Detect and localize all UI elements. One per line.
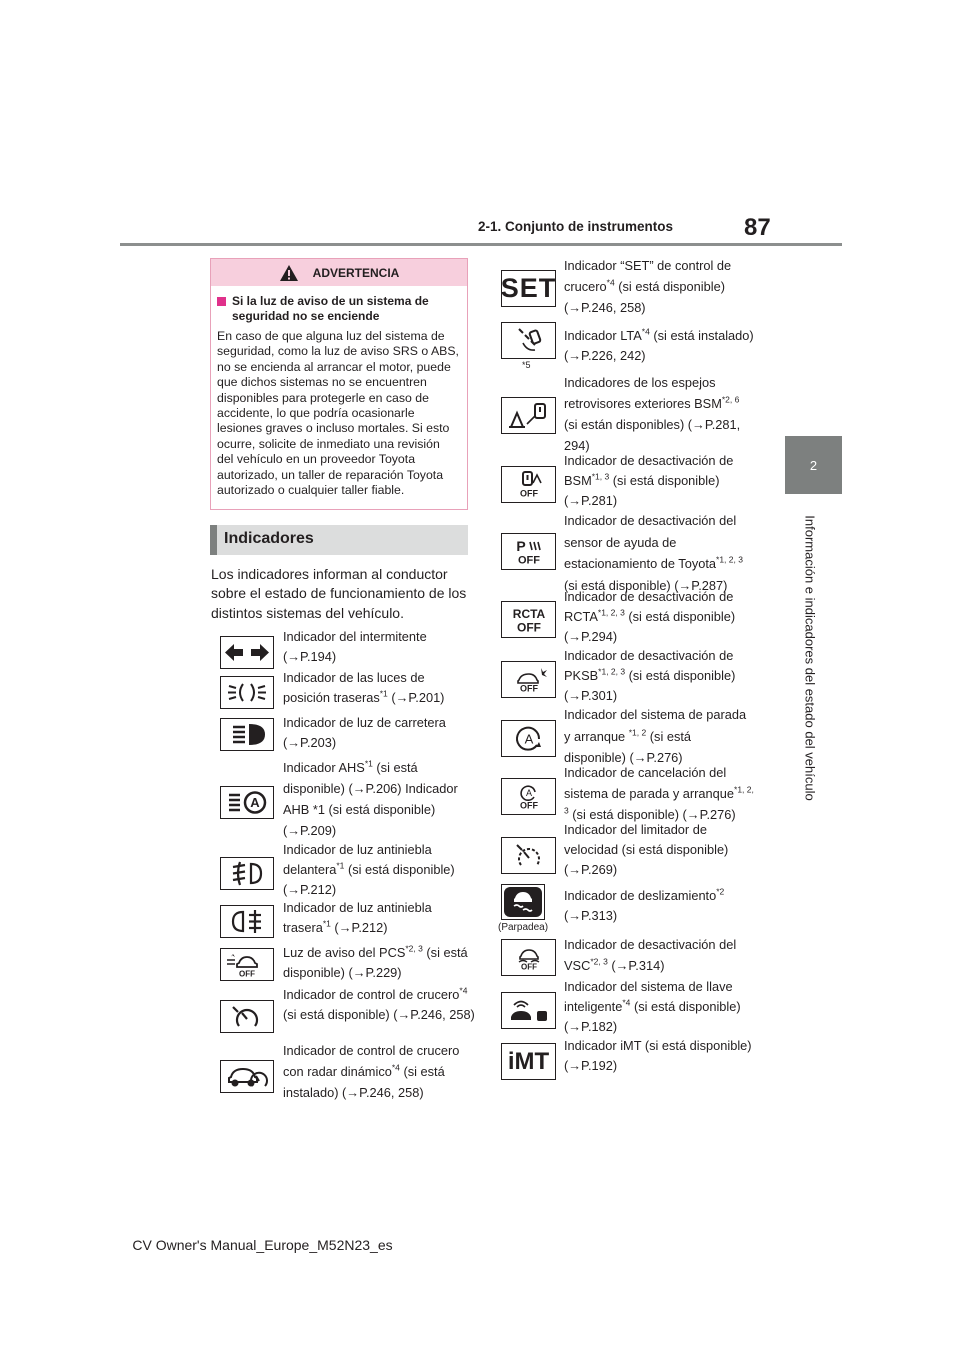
list-item: Indicador de desactivación del sensor de ayuda de estacionamiento de Toyota$^{*1, 2, 3}$ (si está disponible) (→P.287) <box>564 513 743 593</box>
blink-note: (Parpadea) <box>498 922 549 933</box>
list-item: Indicador de desactivación de PKSB$^{*1, 2, 3}$ (si está disponible) (→P.301) <box>564 648 736 703</box>
svg-text:OFF: OFF <box>516 620 541 633</box>
section-title: 2-1. Conjunto de instrumentos <box>478 219 674 234</box>
list-item: Indicador de cancelación del sistema de parada y arranque$^{*1, 2, 3}$ (si está disponible) (→P.276) <box>564 765 754 822</box>
rcta-off-icon <box>501 601 556 638</box>
svg-text:P: P <box>515 538 526 554</box>
svg-text:OFF: OFF <box>519 800 538 810</box>
warning-subtitle: Si la luz de aviso de un sistema de seguridad no se enciende <box>232 294 429 323</box>
stop-start-icon <box>501 720 556 757</box>
bsm-icon <box>501 397 556 434</box>
footnote-marker: *5 <box>522 360 531 370</box>
speed-limiter-icon <box>501 837 556 874</box>
chapter-tab <box>785 436 842 494</box>
svg-text:OFF: OFF <box>517 554 540 565</box>
list-item: Luz de aviso del PCS$^{*2, 3}$ (si está disponible) (→P.229) <box>283 943 468 980</box>
list-item: Indicador de desactivación de BSM$^{*1, 3}$ (si está disponible) (→P.281) <box>564 453 734 508</box>
header-rule <box>120 243 842 246</box>
list-item: Indicador AHS$^{*1}$ (si está disponible) (→P.206) Indicador AHB *1 (si está disponible) (→P.209) <box>283 758 458 838</box>
tail-lights-icon <box>220 676 274 709</box>
warning-header <box>211 259 467 286</box>
chapter-title-vertical <box>800 503 820 813</box>
svg-text:A: A <box>250 795 260 810</box>
list-item: Indicador del intermitente (→P.194) <box>283 629 427 664</box>
list-item: Indicador de deslizamiento$^{*2}$ (→P.313) <box>564 886 725 923</box>
list-item: Indicador de desactivación de RCTA$^{*1, 2, 3}$ (si está disponible) (→P.294) <box>564 589 736 644</box>
list-item: Indicador de luz antiniebla trasera$^{*1}$ (→P.212) <box>283 900 432 935</box>
list-item: Indicador iMT (si está disponible) (→P.192) <box>564 1038 752 1073</box>
svg-text:RCTA: RCTA <box>512 607 545 621</box>
radar-cruise-icon <box>220 1060 274 1093</box>
svg-text:OFF: OFF <box>520 962 537 971</box>
svg-text:A: A <box>525 788 532 798</box>
slip-icon <box>501 884 545 920</box>
pksb-off-icon <box>501 661 556 698</box>
warning-subheading <box>211 286 467 324</box>
page-number: 87 <box>744 214 771 241</box>
footer-manual-id: CV Owner's Manual_Europe_M52N23_es <box>132 1237 393 1253</box>
turn-signal-icon <box>220 636 274 669</box>
bullet-square-icon <box>217 297 226 306</box>
list-item: Indicadores de los espejos retrovisores exteriores BSM$^{*2, 6}$ (si están disponibles) (→P.281, 294) <box>564 375 741 453</box>
list-item: Indicador del limitador de velocidad (si está disponible) (→P.269) <box>564 822 729 877</box>
rear-fog-icon <box>220 905 274 938</box>
svg-text:A: A <box>524 731 533 747</box>
list-item: Indicador de las luces de posición traseras$^{*1}$ (→P.201) <box>283 670 445 705</box>
stop-start-off-icon <box>501 778 556 815</box>
list-item: Indicador del sistema de llave inteligente$^{*4}$ (si está disponible) (→P.182) <box>564 979 741 1034</box>
chapter-number: 2 <box>809 457 818 473</box>
cruise-icon <box>220 1000 274 1033</box>
lta-icon <box>501 322 556 359</box>
svg-text:OFF: OFF <box>519 683 538 693</box>
list-item: Indicador de luz antiniebla delantera$^{*1}$ (si está disponible) (→P.212) <box>283 842 455 897</box>
list-item: Indicador de control de crucero con radar dinámico$^{*4}$ (si está instalado) (→P.246, 258) <box>283 1043 460 1100</box>
set-icon: SET <box>501 270 556 307</box>
bsm-off-icon <box>501 466 556 503</box>
indicators-heading: Indicadores <box>210 525 468 555</box>
chapter-title-text: Información e indicadores del estado del vehículo <box>802 515 818 801</box>
front-fog-icon <box>220 857 274 890</box>
high-beam-icon <box>220 718 274 751</box>
ahs-icon <box>220 786 274 819</box>
svg-text:OFF: OFF <box>519 488 538 498</box>
imt-icon: iMT <box>501 1043 556 1080</box>
list-item: Indicador de desactivación del VSC$^{*2, 3}$ (→P.314) <box>564 937 737 973</box>
list-item: Indicador de luz de carretera (→P.203) <box>283 715 446 750</box>
pcs-icon <box>220 948 274 981</box>
vsc-off-icon <box>501 939 556 976</box>
warning-body: En caso de que alguna luz del sistema de seguridad, como la luz de aviso SRS o ABS, no se encienda al arrancar el motor, puede que dichos sistemas no se encuentren disponibles para protegerle en caso de accidente, lo que podría ocasionarle lesiones graves o incluso mortales. Si esto ocurre, solicite de inmediato una revisión del vehículo en un proveedor Toyota autorizado, un taller de reparación Toyota autorizado o cualquier taller fiable. <box>217 329 459 498</box>
intro-paragraph: Los indicadores informan al conductor sobre el estado de funcionamiento de los distintos sistemas del vehículo. <box>211 566 467 621</box>
smart-key-icon <box>501 992 556 1029</box>
warning-title: ADVERTENCIA <box>312 265 400 280</box>
warning-box <box>210 258 468 510</box>
list-item: Indicador “SET” de control de crucero$^{*4}$ (si está disponible) (→P.246, 258) <box>564 258 732 315</box>
svg-text:OFF: OFF <box>239 969 255 978</box>
parking-sensor-off-icon <box>501 533 556 570</box>
warning-triangle-icon <box>279 264 299 282</box>
list-item: Indicador LTA$^{*4}$ (si está instalado) (→P.226, 242) <box>564 326 754 363</box>
list-item: Indicador del sistema de parada y arranque $^{*1, 2}$ (si está disponible) (→P.276) <box>564 707 747 765</box>
list-item: Indicador de control de crucero$^{*4}$ (si está disponible) (→P.246, 258) <box>283 985 475 1022</box>
